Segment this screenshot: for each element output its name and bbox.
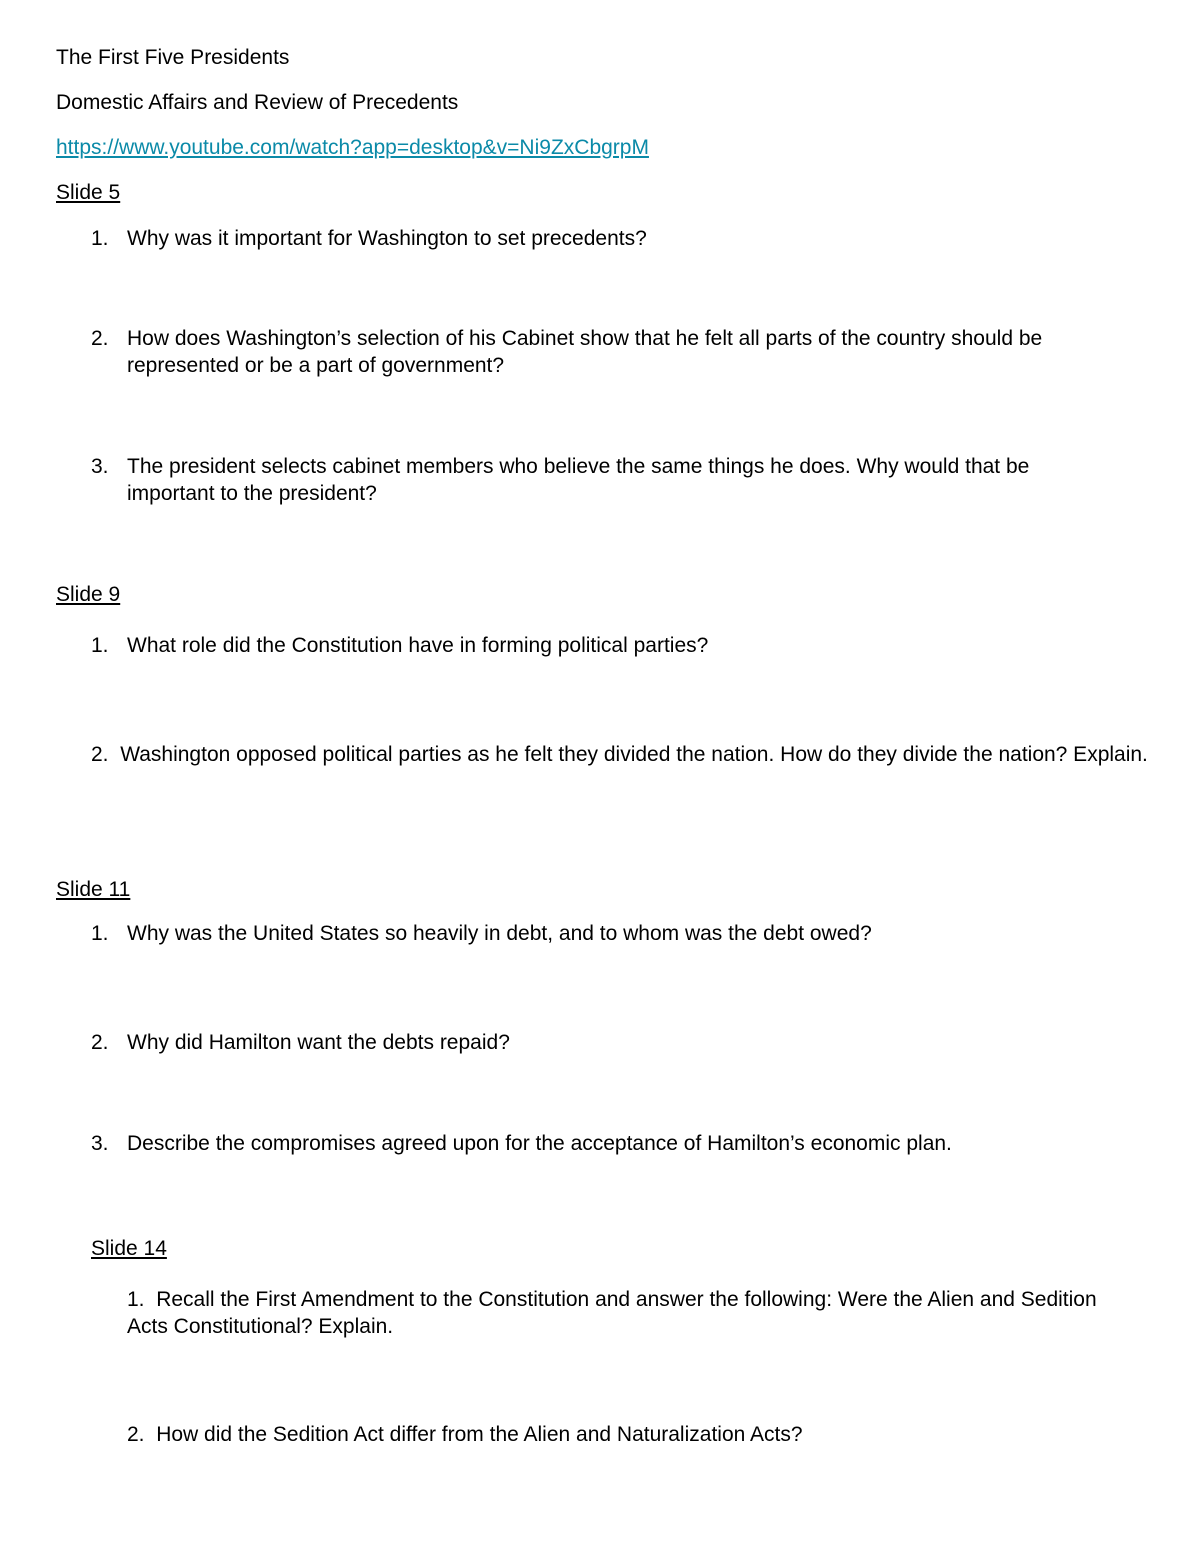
question-number: 2. xyxy=(127,1423,145,1446)
question-text: Why did Hamilton want the debts repaid? xyxy=(127,1031,510,1054)
document-title: The First Five Presidents xyxy=(56,46,290,69)
question-text: Why was the United States so heavily in debt, and to whom was the debt owed? xyxy=(127,922,872,945)
question-number: 3. xyxy=(91,455,109,478)
question-slide9-2 xyxy=(91,741,1161,768)
question-number: 2. xyxy=(91,1031,109,1054)
question-text: Recall the First Amendment to the Constitution and answer the following: Were the Alien and Sedition Acts Constitutional? Explain. xyxy=(127,1288,1097,1338)
question-slide14-1 xyxy=(127,1286,1117,1340)
question-text: The president selects cabinet members who believe the same things he does. Why would that be important to the president? xyxy=(127,455,1030,505)
question-number: 1. xyxy=(91,634,109,657)
question-slide14-2 xyxy=(127,1421,1167,1448)
question-text: How does Washington’s selection of his Cabinet show that he felt all parts of the country should be represented or be a part of government? xyxy=(127,327,1043,377)
question-number: 2. xyxy=(91,743,109,766)
question-text: Describe the compromises agreed upon for the acceptance of Hamilton’s economic plan. xyxy=(127,1132,952,1155)
document-subtitle: Domestic Affairs and Review of Precedents xyxy=(56,91,459,114)
youtube-link[interactable]: https://www.youtube.com/watch?app=desktop&v=Ni9ZxCbgrpM xyxy=(56,136,649,159)
question-text: Washington opposed political parties as he felt they divided the nation. How do they divide the nation? Explain. xyxy=(120,743,1148,766)
question-number: 1. xyxy=(127,1288,145,1311)
question-text: How did the Sedition Act differ from the Alien and Naturalization Acts? xyxy=(156,1423,803,1446)
section-heading-slide-14: Slide 14 xyxy=(91,1237,167,1260)
section-heading-slide-9: Slide 9 xyxy=(56,583,121,606)
question-text: What role did the Constitution have in forming political parties? xyxy=(127,634,709,657)
question-number: 2. xyxy=(91,327,109,350)
question-number: 1. xyxy=(91,227,109,250)
section-heading-slide-5: Slide 5 xyxy=(56,181,121,204)
section-heading-slide-11: Slide 11 xyxy=(56,878,131,901)
question-number: 1. xyxy=(91,922,109,945)
question-text: Why was it important for Washington to set precedents? xyxy=(127,227,647,250)
question-number: 3. xyxy=(91,1132,109,1155)
